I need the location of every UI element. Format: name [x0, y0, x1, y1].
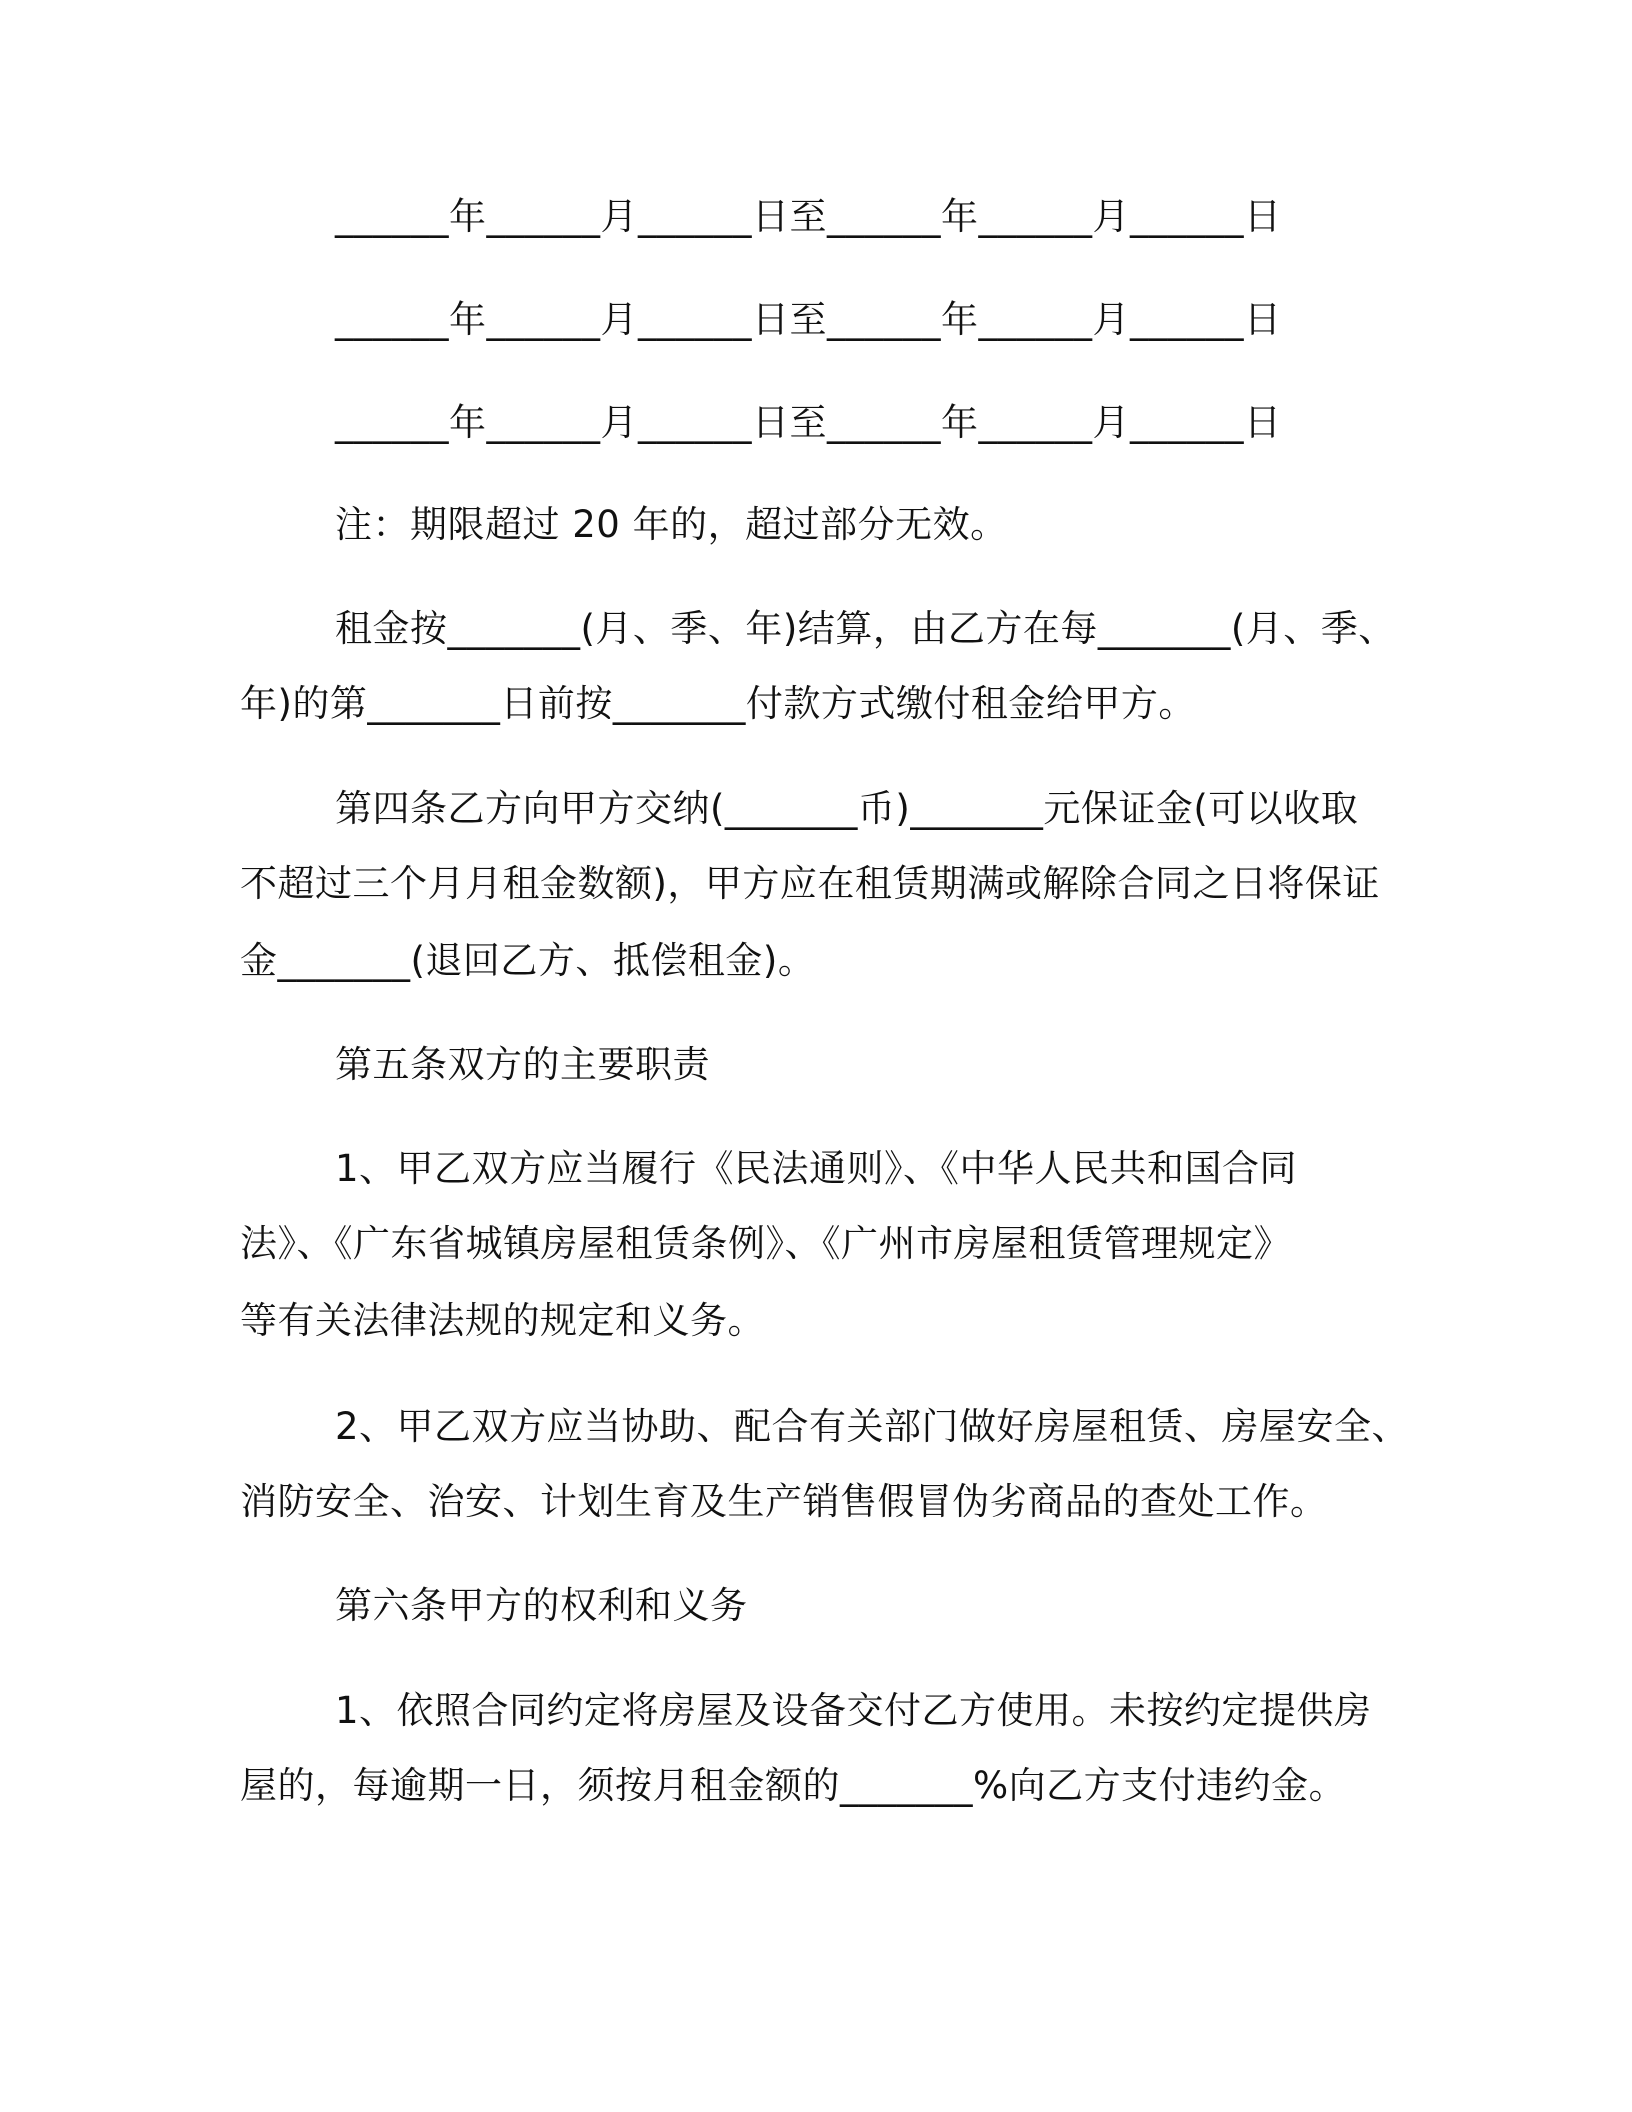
article-6-heading: 第六条甲方的权利和义务: [335, 1584, 748, 1627]
term-note: 注：期限超过 20 年的，超过部分无效。: [335, 503, 1008, 546]
term-period-line-3: ______年______月______日至______年______月______日: [335, 401, 1282, 444]
rent-settlement-line-1: 租金按_______(月、季、年)结算，由乙方在每_______(月、季、: [335, 607, 1396, 650]
article-4-line-1: 第四条乙方向甲方交纳(_______币)_______元保证金(可以收取: [335, 787, 1359, 830]
article-5-item-2-line-2: 消防安全、治安、计划生育及生产销售假冒伪劣商品的查处工作。: [240, 1480, 1328, 1523]
article-5-item-2-line-1: 2、甲乙双方应当协助、配合有关部门做好房屋租赁、房屋安全、: [335, 1405, 1410, 1448]
term-period-line-1: ______年______月______日至______年______月______日: [335, 195, 1282, 238]
term-period-line-2: ______年______月______日至______年______月______日: [335, 298, 1282, 341]
article-4-line-2: 不超过三个月月租金数额)，甲方应在租赁期满或解除合同之日将保证: [240, 862, 1380, 905]
article-5-item-1-line-1: 1、甲乙双方应当履行《民法通则》、《中华人民共和国合同: [335, 1147, 1298, 1190]
article-5-item-1-line-2: 法》、《广东省城镇房屋租赁条例》、《广州市房屋租赁管理规定》: [240, 1222, 1291, 1265]
article-5-heading: 第五条双方的主要职责: [335, 1043, 710, 1086]
article-4-line-3: 金_______(退回乙方、抵偿租金)。: [240, 939, 816, 982]
article-5-item-1-line-3: 等有关法律法规的规定和义务。: [240, 1299, 765, 1342]
article-6-item-1-line-1: 1、依照合同约定将房屋及设备交付乙方使用。未按约定提供房: [335, 1689, 1372, 1732]
article-6-item-1-line-2: 屋的，每逾期一日，须按月租金额的_______%向乙方支付违约金。: [240, 1764, 1347, 1807]
rent-settlement-line-2: 年)的第_______日前按_______付款方式缴付租金给甲方。: [240, 682, 1196, 725]
